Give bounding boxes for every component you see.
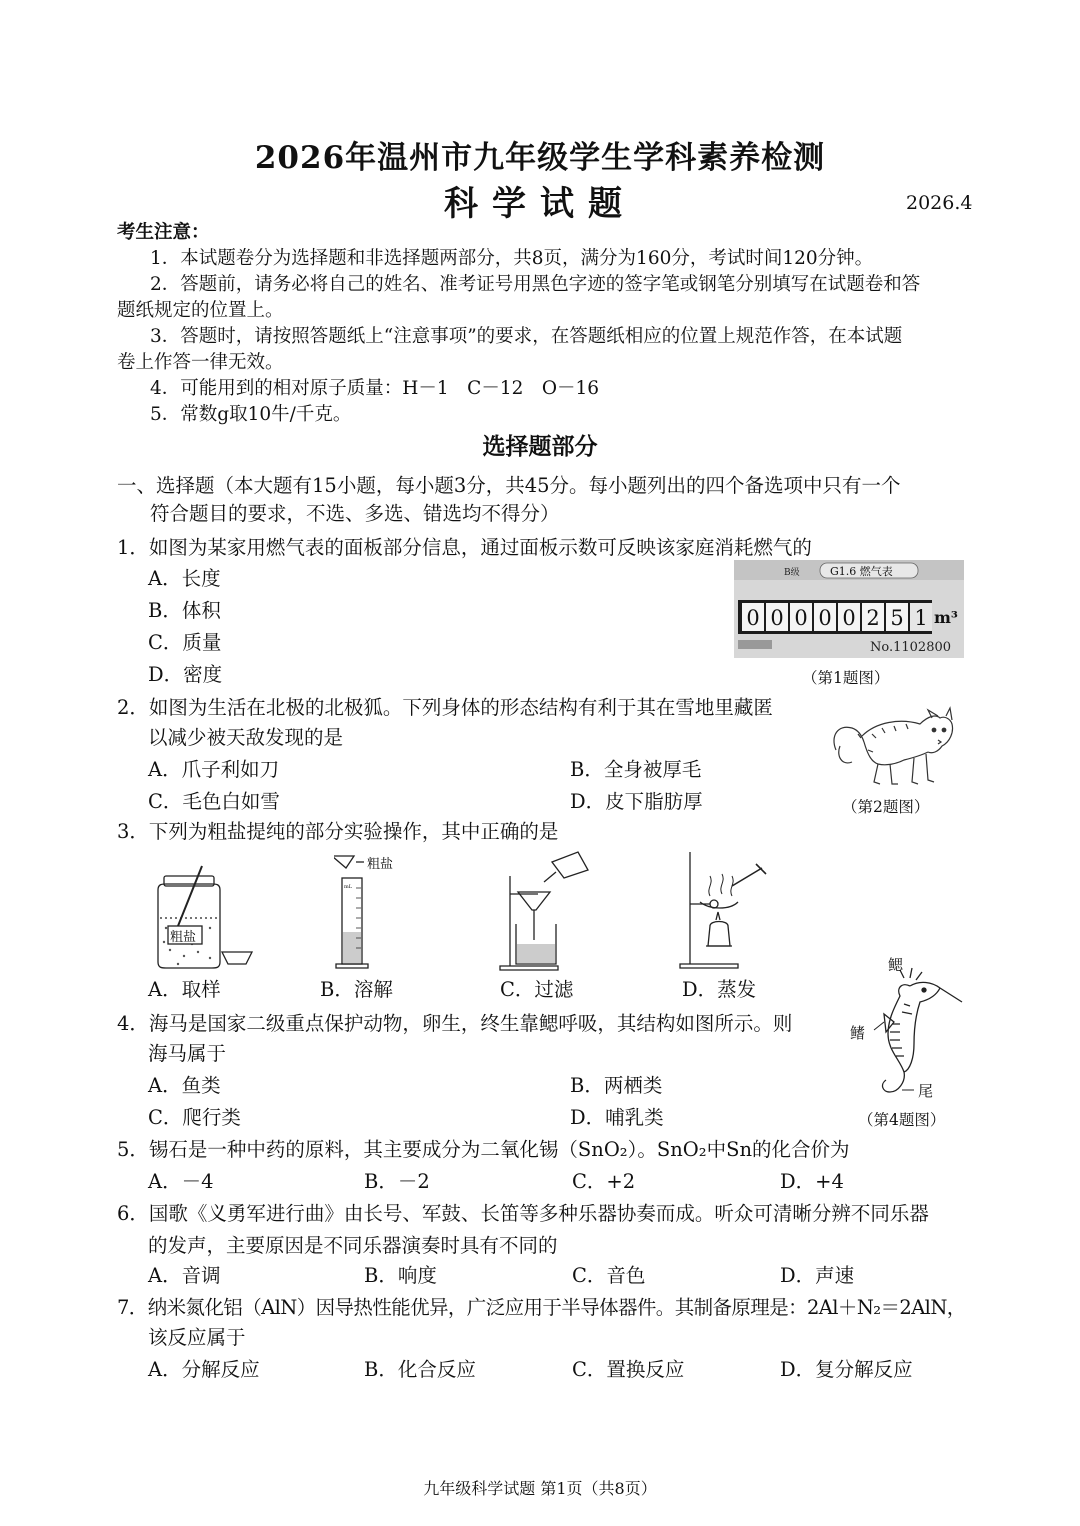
q5-option-d: D．+4 (780, 1170, 844, 1193)
meter-digit: 0 (746, 606, 760, 630)
cylinder-label: 粗盐 (367, 857, 394, 872)
q1-figure-caption: （第1题图） (802, 669, 890, 687)
q4-option-a: A．鱼类 (148, 1074, 221, 1097)
meter-digit: 0 (770, 606, 784, 630)
section-intro-cont: 符合题目的要求，不选、多选、错选均不得分） (150, 502, 560, 525)
gas-meter-image (734, 560, 964, 658)
q5-stem: 5．锡石是一种中药的原料，其主要成分为二氧化锡（SnO₂）。SnO₂中Sn的化合价为 (117, 1138, 850, 1161)
meter-digit: 2 (866, 606, 880, 630)
q3-figure-filtering (498, 848, 594, 972)
q2-option-a: A．爪子利如刀 (148, 758, 280, 781)
q4-option-c: C．爬行类 (148, 1106, 241, 1129)
exam-title: 2026年温州市九年级学生学科素养检测 (254, 140, 826, 176)
q4-stem-cont: 海马属于 (148, 1042, 227, 1065)
jar-label: 粗盐 (170, 930, 197, 945)
seahorse-fin-label: 鳍 (850, 1024, 866, 1042)
notice-heading: 考生注意： (117, 222, 210, 243)
arctic-fox-image (828, 706, 962, 792)
meter-digit: 0 (794, 606, 808, 630)
q7-stem: 7．纳米氮化铝（AlN）因导热性能优异，广泛应用于半导体器件。其制备原理是：2Al＋N₂＝2AlN， (117, 1296, 966, 1319)
q6-stem: 6．国歌《义勇军进行曲》由长号、军鼓、长笛等多种乐器协奏而成。听众可清晰分辨不同乐器 (117, 1202, 929, 1225)
meter-digit: 0 (818, 606, 832, 630)
q2-stem-cont: 以减少被天敌发现的是 (148, 726, 344, 749)
notice-line-5: 5．常数g取10牛/千克。 (150, 404, 352, 425)
q3-figure-evaporating (676, 846, 776, 972)
q5-option-c: C．+2 (572, 1170, 636, 1193)
q6-option-a: A．音调 (148, 1264, 221, 1287)
exam-date: 2026.4 (906, 192, 973, 214)
exam-subject-title: 科学试题 (444, 184, 636, 224)
notice-line-1: 1．本试题卷分为选择题和非选择题两部分，共8页，满分为160分，考试时间120分钟。 (150, 248, 874, 269)
notice-line-2: 2．答题前，请务必将自己的姓名、准考证号用黑色字迹的签字笔或钢笔分别填写在试题卷和答 (150, 274, 921, 295)
q3-figure-dissolving (334, 852, 414, 972)
q2-figure-caption: （第2题图） (842, 798, 930, 816)
q7-option-c: C．置换反应 (572, 1358, 685, 1381)
q3-option-a: A．取样 (148, 978, 221, 1001)
q5-option-b: B．－2 (364, 1170, 430, 1193)
q4-option-b: B．两栖类 (570, 1074, 663, 1097)
cylinder-unit: mL (344, 884, 353, 890)
q3-stem: 3．下列为粗盐提纯的部分实验操作，其中正确的是 (117, 820, 559, 843)
notice-line-3: 3．答题时，请按照答题纸上“注意事项”的要求，在答题纸相应的位置上规范作答，在本试题 (150, 326, 903, 347)
q6-option-c: C．音色 (572, 1264, 646, 1287)
meter-digit: 5 (890, 606, 904, 630)
q4-figure-caption: （第4题图） (858, 1111, 946, 1129)
q3-option-d: D．蒸发 (682, 978, 757, 1001)
q1-option-c: C．质量 (148, 631, 222, 654)
notice-line-2-cont: 题纸规定的位置上。 (117, 300, 284, 321)
q3-figure-sampling (150, 848, 260, 972)
q6-stem-cont: 的发声，主要原因是不同乐器演奏时具有不同的 (148, 1234, 558, 1257)
notice-line-4: 4．可能用到的相对原子质量：H－1 C－12 O－16 (150, 378, 600, 399)
meter-digit: 1 (914, 606, 928, 630)
q7-option-b: B．化合反应 (364, 1358, 476, 1381)
q2-option-d: D．皮下脂肪厚 (570, 790, 703, 813)
page-footer: 九年级科学试题 第1页（共8页） (423, 1479, 657, 1498)
seahorse-gill-label: 鳃 (888, 956, 904, 974)
q1-option-b: B．体积 (148, 599, 221, 622)
q6-option-d: D．声速 (780, 1264, 855, 1287)
meter-digit: 0 (842, 606, 856, 630)
q2-option-c: C．毛色白如雪 (148, 790, 280, 813)
notice-line-3-cont: 卷上作答一律无效。 (117, 352, 284, 373)
q1-stem: 1．如图为某家用燃气表的面板部分信息，通过面板示数可反映该家庭消耗燃气的 (117, 536, 812, 559)
q2-option-b: B．全身被厚毛 (570, 758, 702, 781)
q6-option-b: B．响度 (364, 1264, 437, 1287)
q7-option-d: D．复分解反应 (780, 1358, 913, 1381)
meter-unit: m³ (934, 608, 958, 627)
q7-stem-cont: 该反应属于 (148, 1326, 246, 1349)
meter-label: G1.6 燃气表 (830, 565, 893, 578)
q3-option-b: B．溶解 (320, 978, 393, 1001)
seahorse-tail-label: 尾 (918, 1082, 934, 1100)
q7-option-a: A．分解反应 (148, 1358, 260, 1381)
meter-serial: No.1102800 (870, 640, 952, 655)
meter-grade: B级 (784, 568, 800, 578)
q1-option-a: A．长度 (148, 567, 221, 590)
q5-option-a: A．－4 (148, 1170, 214, 1193)
q1-option-d: D．密度 (148, 663, 223, 686)
section-intro: 一、选择题（本大题有15小题，每小题3分，共45分。每小题列出的四个备选项中只有一个 (117, 474, 901, 497)
q4-stem: 4．海马是国家二级重点保护动物，卵生，终生靠鳃呼吸，其结构如图所示。则 (117, 1012, 793, 1035)
section-title: 选择题部分 (482, 434, 598, 460)
q3-option-c: C．过滤 (500, 978, 574, 1001)
q2-stem: 2．如图为生活在北极的北极狐。下列身体的形态结构有利于其在雪地里藏匿 (117, 696, 773, 719)
q4-option-d: D．哺乳类 (570, 1106, 664, 1129)
